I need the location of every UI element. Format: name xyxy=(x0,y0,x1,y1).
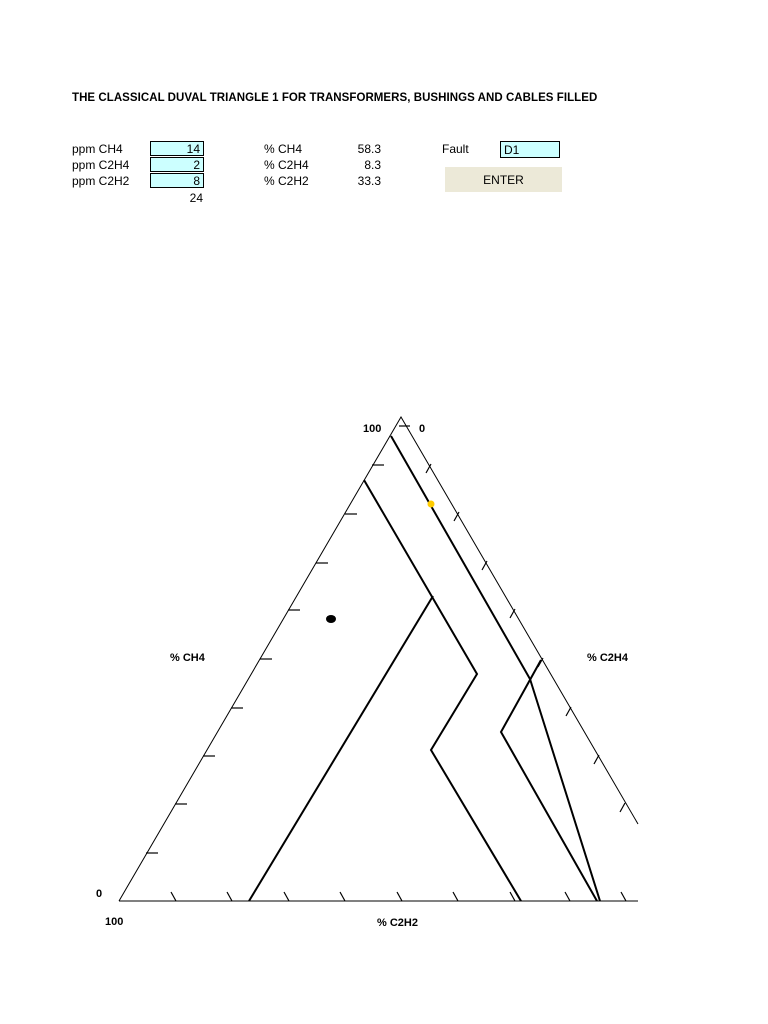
zone-boundary-d2 xyxy=(249,596,433,901)
markers xyxy=(326,501,435,624)
bottom-axis-tick xyxy=(284,892,289,901)
enter-button[interactable]: ENTER xyxy=(445,167,562,192)
zone-boundary-d1 xyxy=(364,480,521,901)
bottom-left-x-label: 100 xyxy=(105,916,124,928)
pct-c2h4-value: 8.3 xyxy=(364,158,381,172)
ppm-c2h2-label: ppm C2H2 xyxy=(72,174,130,188)
pct-ch4-label: % CH4 xyxy=(264,142,303,156)
bottom-axis-tick xyxy=(453,892,458,901)
bottom-axis-tick xyxy=(565,892,570,901)
right-axis-tick xyxy=(426,464,431,473)
right-axis-tick xyxy=(454,512,459,521)
right-axis-tick xyxy=(620,803,625,812)
ppm-ch4-label: ppm CH4 xyxy=(72,142,123,156)
ppm-c2h4-label: ppm C2H4 xyxy=(72,158,130,172)
pct-c2h4-label: % C2H4 xyxy=(264,158,309,172)
bottom-axis-label: % C2H2 xyxy=(377,917,418,929)
bottom-axis-tick xyxy=(340,892,345,901)
right-axis-tick xyxy=(594,755,599,764)
top-left-label: 100 xyxy=(363,423,382,435)
bottom-axis-ticks xyxy=(171,892,626,901)
bottom-axis-tick xyxy=(397,892,402,901)
pct-c2h2-value: 33.3 xyxy=(357,174,381,188)
pct-ch4-value: 58.3 xyxy=(357,142,381,156)
bottom-axis-tick xyxy=(510,892,515,901)
bottom-axis-tick xyxy=(621,892,626,901)
right-axis-tick xyxy=(566,707,571,716)
pct-c2h2-label: % C2H2 xyxy=(264,174,309,188)
gas-ratio-point xyxy=(326,615,336,623)
yellow-marker xyxy=(428,501,435,508)
top-right-label: 0 xyxy=(419,423,426,435)
left-axis-label: % CH4 xyxy=(170,652,205,664)
page-title: THE CLASSICAL DUVAL TRIANGLE 1 FOR TRANSFORMERS, BUSHINGS AND CABLES FILLED xyxy=(72,92,598,104)
right-axis-label: % C2H4 xyxy=(587,652,628,664)
ppm-total: 24 xyxy=(189,191,203,205)
bottom-axis-tick xyxy=(171,892,176,901)
bottom-left-y-label: 0 xyxy=(96,888,103,900)
zone-boundary-pd xyxy=(391,436,600,901)
fault-label: Fault xyxy=(442,142,469,156)
right-axis-tick xyxy=(482,561,487,570)
zone-boundary-t xyxy=(501,660,597,901)
right-axis-tick xyxy=(510,609,515,618)
bottom-axis-tick xyxy=(227,892,232,901)
